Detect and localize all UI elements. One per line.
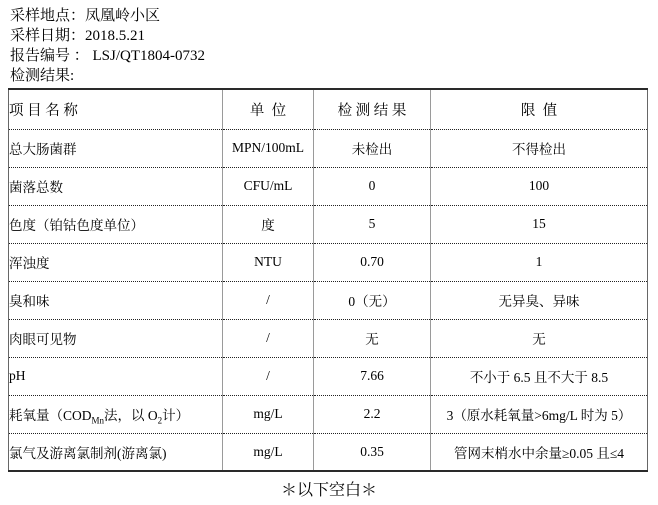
cell-limit: 管网末梢水中余量≥0.05 且≤4 [431,433,648,471]
cell-item-name: 氯气及游离氯制剂(游离氯) [9,445,167,461]
cell-limit: 100 [431,167,648,205]
cell-limit: 不小于 6.5 且不大于 8.5 [431,357,648,395]
table-row [9,205,648,243]
cell-result: 2.2 [314,395,431,433]
cell-limit: 15 [431,205,648,243]
cell-item-name: 浑浊度 [9,243,223,281]
table-row [9,129,648,167]
column-header-limit: 限 值 [431,89,648,129]
cell-limit: 1 [431,243,648,281]
results-table [8,88,648,472]
table-row [9,243,648,281]
table-header-row [9,89,648,129]
cell-item-name: 菌落总数 [9,167,223,205]
cell-item-name: 总大肠菌群 [9,129,223,167]
cell-result: 0.70 [314,243,431,281]
cell-item-name: 耗氧量（$COD_{Mn}$法，以 $O_2$计） [9,395,223,433]
table-row [9,357,648,395]
column-header-unit: 单 位 [223,89,314,129]
cell-unit: / [223,357,314,395]
sampling-date-line: 采样日期：2018.5.21 [10,28,146,44]
column-header-item-name: 项 目 名 称 [9,89,223,129]
cell-result: 未检出 [314,129,431,167]
cell-unit: / [223,319,314,357]
cell-limit: 3（原水耗氧量>6mg/L 时为 5） [431,395,648,433]
cell-result: 0.35 [314,433,431,471]
cell-result: 0 [314,167,431,205]
table-row [9,167,648,205]
cell-limit: 不得检出 [431,129,648,167]
cell-item-name: 臭和味 [9,281,223,319]
cell-limit: 无异臭、异味 [431,281,648,319]
cell-result: 无 [314,319,431,357]
cell-unit: MPN/100mL [223,129,314,167]
report-number-line: 报告编号 ： LSJ/QT1804-0732 [10,48,206,64]
sampling-location-line: 采样地点：凤凰岭小区 [10,8,161,24]
cell-unit: CFU/mL [223,167,314,205]
table-row [9,433,648,471]
column-header-result: 检 测 结 果 [314,89,431,129]
cell-item-name: pH [9,357,223,395]
cell-item-name: 肉眼可见物 [9,319,223,357]
cell-unit: NTU [223,243,314,281]
report-header [10,6,205,86]
cell-result: 0（无） [314,281,431,319]
cell-unit: 度 [223,205,314,243]
cell-unit: mg/L [223,433,314,471]
cell-result: 7.66 [314,357,431,395]
table-body [9,129,648,471]
table-row [9,319,648,357]
table-row [9,281,648,319]
cell-result: 5 [314,205,431,243]
table-row [9,395,648,433]
below-blank-note: ＊以下空白＊ [280,482,377,499]
cell-unit: / [223,281,314,319]
cell-limit: 无 [431,319,648,357]
cell-item-name: 色度（铂钴色度单位） [9,205,223,243]
results-label-line: 检测结果: [10,68,75,84]
cell-unit: mg/L [223,395,314,433]
